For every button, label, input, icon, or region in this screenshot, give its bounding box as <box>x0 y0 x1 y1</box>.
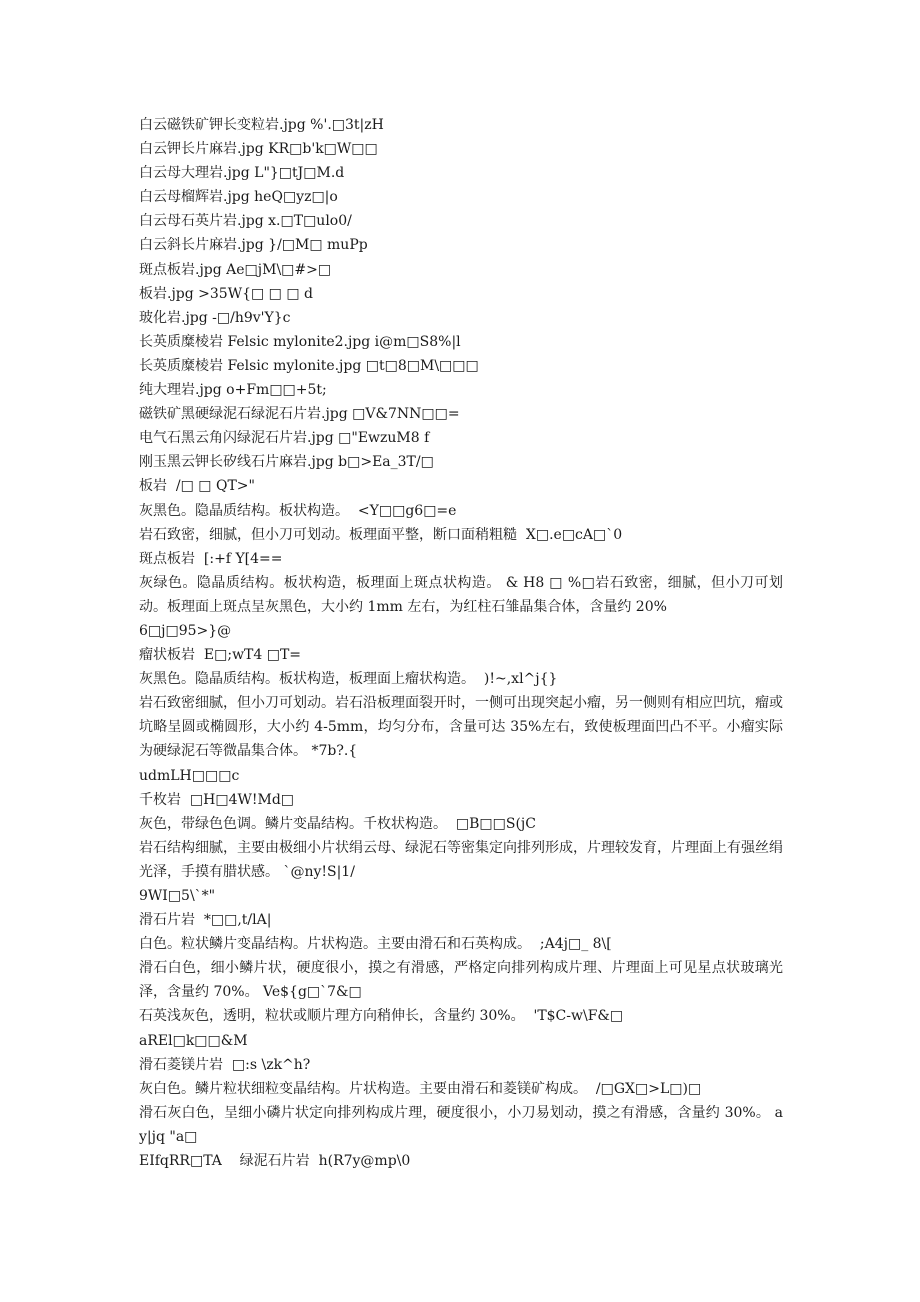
text-line: 纯大理岩.jpg o+Fm□□+5t; <box>139 382 327 399</box>
text-line: 灰黑色。隐晶质结构。板状构造。 <Y□□g6□=e <box>139 502 457 519</box>
text-line: 白色。粒状鳞片变晶结构。片状构造。主要由滑石和石英构成。 ;A4j□_ 8\[ <box>139 936 612 953</box>
text-line: 板岩.jpg >35W{□ □ □ d <box>139 285 314 302</box>
text-line: 石英浅灰色，透明，粒状或顺片理方向稍伸长，含量约 30%。 'T$C-w\F&□ <box>139 1008 624 1025</box>
section-heading: 瘤状板岩 E□;wT4 □T= <box>139 647 302 664</box>
text-line: 电气石黑云角闪绿泥石片岩.jpg □"EwzuM8 f <box>139 430 430 447</box>
paragraph: 岩石结构细腻，主要由极细小片状绢云母、绿泥石等密集定向排列形成，片理较发育，片理面上有强丝绢光泽，手摸有腊状感。 `@ny!S|1/ <box>139 839 783 880</box>
text-line: 灰色，带绿色色调。鳞片变晶结构。千枚状构造。 □B□□S(jC <box>139 815 536 832</box>
text-line: 白云母大理岩.jpg L"}□tJ□M.d <box>139 165 345 182</box>
paragraph: 滑石白色，细小鳞片状，硬度很小，摸之有滑感，严格定向排列构成片理、片理面上可见星点状玻璃光泽，含量约 70%。 Ve${g□`7&□ <box>139 960 783 1001</box>
text-line: 白云斜长片麻岩.jpg }/□M□ muPp <box>139 237 368 254</box>
text-line: 白云母石英片岩.jpg x.□T□ulo0/ <box>139 213 352 230</box>
text-line: aREl□k□□&M <box>139 1032 248 1049</box>
text-line: 灰黑色。隐晶质结构。板状构造，板理面上瘤状构造。 )!~,xl^j{} <box>139 671 558 688</box>
text-line: 磁铁矿黑硬绿泥石绿泥石片岩.jpg □V&7NN□□= <box>139 406 460 423</box>
section-heading: 斑点板岩 [:+f Y[4== <box>139 550 283 567</box>
text-line: 玻化岩.jpg -□/h9v'Y}c <box>139 309 291 326</box>
text-line: 长英质糜棱岩 Felsic mylonite.jpg □t□8□M\□□□ <box>139 357 479 374</box>
text-line: 白云母榴辉岩.jpg heQ□yz□|o <box>139 189 338 206</box>
text-line: 岩石致密，细腻，但小刀可划动。板理面平整，断口面稍粗糙 X□.e□cA□`0 <box>139 526 623 543</box>
paragraph: 滑石灰白色，呈细小磷片状定向排列构成片理，硬度很小，小刀易划动，摸之有滑感，含量约 30%。 ay|jq "a□ <box>139 1104 783 1145</box>
text-line: 刚玉黑云钾长矽线石片麻岩.jpg b□>Ea_3T/□ <box>139 454 434 471</box>
text-line: 灰白色。鳞片粒状细粒变晶结构。片状构造。主要由滑石和菱镁矿构成。 /□GX□>L□)□ <box>139 1080 702 1097</box>
text-line: 白云磁铁矿钾长变粒岩.jpg %'.□3t|zH <box>139 117 384 133</box>
text-line: 斑点板岩.jpg Ae□jM\□#>□ <box>139 261 332 278</box>
paragraph: 岩石致密细腻，但小刀可划动。岩石沿板理面裂开时，一侧可出现突起小瘤，另一侧则有相应凹坑，瘤或坑略呈圆或椭圆形，大小约 4-5mm，均匀分布，含量可达 35%左右，致使板理面凹凸不平。小瘤实际为硬绿泥石等微晶集合体。 *7b?.{ <box>139 695 783 760</box>
text-line: 白云钾长片麻岩.jpg KR□b'k□W□□ <box>139 141 378 158</box>
document-body <box>139 113 783 1173</box>
section-heading: 滑石菱镁片岩 □:s \zk^h? <box>139 1056 311 1073</box>
section-heading: 板岩 /□ □ QT>" <box>139 478 255 495</box>
paragraph: 灰绿色。隐晶质结构。板状构造，板理面上斑点状构造。 & H8 □ %□岩石致密，细腻，但小刀可划动。板理面上斑点呈灰黑色，大小约 1mm 左右，为红柱石雏晶集合体，含量约 20% <box>139 574 783 615</box>
text-line: 长英质糜棱岩 Felsic mylonite2.jpg i@m□S8%|l <box>139 333 461 350</box>
text-line: udmLH□□□c <box>139 767 240 784</box>
section-heading: 千枚岩 □H□4W!Md□ <box>139 791 295 808</box>
section-heading: 滑石片岩 *□□,t/lA| <box>139 912 272 929</box>
text-line: 6□j□95>}@ <box>139 622 232 639</box>
text-line: EIfqRR□TA 绿泥石片岩 h(R7y@mp\0 <box>139 1153 411 1170</box>
text-line: 9WI□5\`*" <box>139 888 216 904</box>
